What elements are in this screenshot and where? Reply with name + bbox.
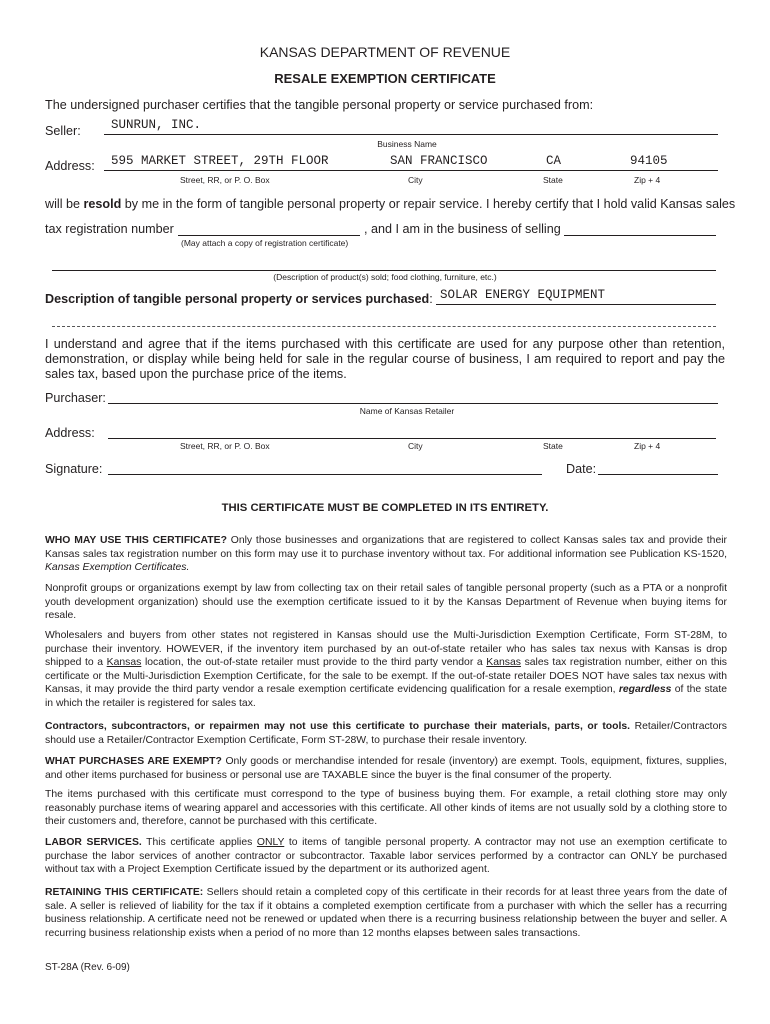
tax-registration-label: tax registration number (45, 222, 174, 236)
description-label: Description of tangible personal property or services purchased: (45, 292, 433, 306)
signature-field[interactable] (108, 474, 542, 475)
agreement-paragraph: I understand and agree that if the items purchased with this certificate are used for any purpose other than retention, demonstration, or display while being held for sale in the regular course of business, I am required to report and pay the sales tax, based upon the purchase price of the items. (45, 337, 725, 381)
seller-address-label: Address: (45, 159, 95, 173)
products-sold-caption: (Description of product(s) sold; food clothing, furniture, etc.) (273, 272, 497, 282)
resold-statement: will be resold by me in the form of tangible personal property or repair service. I hereby certify that I hold valid Kansas sales (45, 197, 736, 211)
street-caption: Street, RR, or P. O. Box (180, 175, 270, 185)
business-selling-field[interactable] (564, 235, 716, 236)
purchaser-city-caption: City (408, 441, 423, 451)
retailer-name-caption: Name of Kansas Retailer (359, 406, 455, 416)
seller-label: Seller: (45, 124, 81, 138)
form-identifier: ST-28A (Rev. 6-09) (45, 962, 130, 973)
wholesalers-section: Wholesalers and buyers from other states not registered in Kansas should use the Multi-Jurisdiction Exemption Certificate, Form ST-28M, to purchase their inventory. HOWEVER, if the inventory item purchased by an out-of-state retailer who has sales tax nexus with Kansas is drop shipped to a Kansas location, the out-of-state retailer must provide to the third party vendor a Kansas sales tax registration number, either on this certificate or the Multi-Jurisdiction Exemption Certificate, for the sale to be exempt. If the out-of-state retailer DOES NOT have sales tax nexus with Kansas, it may provide the third party vendor a resale exemption certificate evidencing qualification for a resale exemption, regardless of the state in which the retailer is registered for sales tax. (45, 630, 727, 709)
description-line (436, 304, 716, 305)
date-field[interactable] (598, 474, 718, 475)
purchaser-label: Purchaser: (45, 391, 106, 405)
seller-street-field[interactable]: 595 MARKET STREET, 29TH FLOOR (111, 154, 329, 168)
description-field[interactable]: SOLAR ENERGY EQUIPMENT (440, 288, 606, 302)
zip-caption: Zip + 4 (634, 175, 661, 185)
purchaser-name-field[interactable] (108, 403, 718, 404)
purchaser-zip-caption: Zip + 4 (634, 441, 661, 451)
seller-zip-field[interactable]: 94105 (630, 154, 668, 168)
purchaser-state-caption: State (543, 441, 563, 451)
labor-services-heading: LABOR SERVICES. (45, 837, 142, 848)
purchaser-street-caption: Street, RR, or P. O. Box (180, 441, 270, 451)
what-purchases-section: WHAT PURCHASES ARE EXEMPT? Only goods or merchandise intended for resale (inventory) are exempt. Tools, equipment, fixtures, supplies, and other items purchased for business or personal use are TAXABLE since the buyer is the final consumer of the property. (45, 756, 727, 781)
city-caption: City (408, 175, 423, 185)
purchaser-address-field[interactable] (108, 438, 716, 439)
registration-caption: (May attach a copy of registration certificate) (181, 238, 349, 248)
tax-registration-number-field[interactable] (178, 235, 360, 236)
resold-emphasis: resold (83, 197, 122, 211)
seller-address-line (104, 170, 718, 171)
business-name-caption: Business Name (377, 139, 437, 149)
date-label: Date: (566, 462, 597, 476)
seller-state-field[interactable]: CA (546, 154, 562, 168)
what-purchases-heading: WHAT PURCHASES ARE EXEMPT? (45, 756, 222, 767)
agency-name: KANSAS DEPARTMENT OF REVENUE (259, 44, 511, 60)
intro-text: The undersigned purchaser certifies that the tangible personal property or service purchased from: (45, 98, 594, 112)
retaining-heading: RETAINING THIS CERTIFICATE: (45, 887, 204, 898)
state-caption: State (543, 175, 563, 185)
seller-name-field[interactable]: SUNRUN, INC. (111, 118, 202, 132)
contractors-section: Contractors, subcontractors, or repairmen may not use this certificate to purchase their materials, parts, or tools. Retailer/Contractors should use a Retailer/Contractor Exemption Certificate, Form ST-28W, to purchase their resale inventory. (45, 721, 728, 746)
seller-name-line (104, 134, 718, 135)
nonprofit-section: Nonprofit groups or organizations exempt by law from collecting tax on their retail sales of tangible personal property (such as a PTA or a nonprofit youth development organization) should use the exemption certificate issued to it by the Kansas Department of Revenue when buying items for resale. (45, 583, 727, 622)
retaining-section: RETAINING THIS CERTIFICATE: Sellers should retain a completed copy of this certificate in their records for at least three years from the date of sale. A seller is relieved of liability for the tax if it obtains a completed exemption certificate from a purchaser with which the seller has a recurring business relationship. A certificate need not be renewed or updated when there is a recurring business relationship between the buyer and seller. A recurring business relationship exists when a period of no more than 12 months elapses between sales transactions. (45, 887, 728, 939)
who-may-use-heading: WHO MAY USE THIS CERTIFICATE? (45, 535, 227, 546)
signature-label: Signature: (45, 462, 103, 476)
products-sold-line[interactable] (52, 270, 716, 271)
purchaser-address-label: Address: (45, 426, 95, 440)
completion-notice: THIS CERTIFICATE MUST BE COMPLETED IN ITS ENTIRETY. (221, 502, 549, 514)
labor-services-section: LABOR SERVICES. This certificate applies ONLY to items of tangible personal property. A contractor may not use an exemption certificate to purchase the labor services of another contractor or subcontractor. Taxable labor services performed by a contractor can ONLY be purchased without tax with a Project Exemption Certificate issued by the department or its authorized agent. (45, 837, 727, 876)
form-title: RESALE EXEMPTION CERTIFICATE (274, 71, 496, 86)
seller-city-field[interactable]: SAN FRANCISCO (390, 154, 488, 168)
business-selling-label: , and I am in the business of selling (364, 222, 561, 236)
who-may-use-section: WHO MAY USE THIS CERTIFICATE? Only those businesses and organizations that are registered to collect Kansas sales tax and provide their Kansas sales tax registration number on this form may use it to purchase inventory without tax. For additional information see Publication KS-1520, Kansas Exemption Certificates. (45, 535, 728, 574)
description-continuation-line (52, 326, 716, 327)
items-section: The items purchased with this certificate must correspond to the type of business buying them. For example, a retail clothing store may only reasonably purchase items of wearing apparel and accessories with this certificate. All other kinds of items are not usually sold by a clothing store to their customers and, therefore, cannot be purchased with this certificate. (45, 789, 727, 828)
contractors-heading: Contractors, subcontractors, or repairmen may not use this certificate to purchase their materials, parts, or tools. (45, 721, 631, 732)
